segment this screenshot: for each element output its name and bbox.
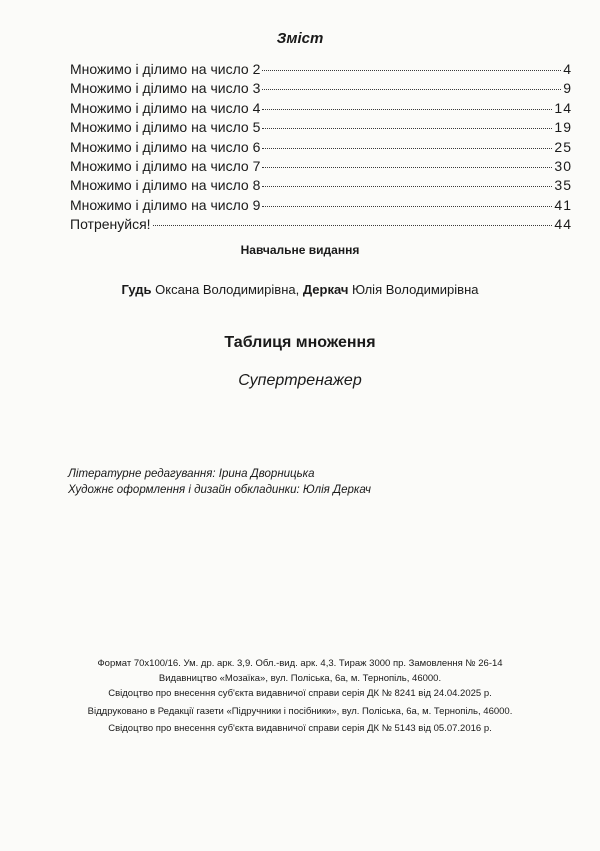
toc-item-page: 35 bbox=[554, 177, 572, 194]
toc-leader-dots bbox=[262, 70, 561, 71]
toc-item-title: Множимо і ділимо на число 9 bbox=[70, 196, 261, 213]
toc-leader-dots bbox=[262, 109, 552, 110]
imprint-printed-line: Віддруковано в Редакції газети «Підручники і посібники», вул. Поліська, 6а, м. Тернопіль, 46000. bbox=[87, 706, 513, 717]
toc-item-page: 30 bbox=[554, 157, 572, 174]
toc-leader-dots bbox=[262, 186, 552, 187]
toc-item-title: Множимо і ділимо на число 6 bbox=[70, 138, 261, 155]
toc-item-title: Множимо і ділимо на число 2 bbox=[70, 61, 261, 77]
toc-item-title: Множимо і ділимо на число 7 bbox=[70, 157, 261, 174]
toc-item bbox=[70, 196, 572, 215]
toc-item bbox=[70, 99, 572, 118]
imprint-certificate-line: Свідоцтво про внесення суб'єкта видавничої справи серія ДК № 8241 від 24.04.2025 р. bbox=[108, 688, 492, 699]
edition-type: Навчальне видання bbox=[240, 243, 360, 257]
author1-name: Оксана Володимирівна, bbox=[155, 282, 300, 297]
toc-item-title: Потренуйся! bbox=[70, 216, 151, 233]
toc-leader-dots bbox=[262, 167, 552, 168]
toc-item bbox=[70, 118, 572, 137]
toc-leader-dots bbox=[262, 206, 552, 207]
toc-item bbox=[70, 79, 572, 98]
toc-item-page: 9 bbox=[563, 80, 572, 97]
designer-name: Юлія Деркач bbox=[302, 484, 371, 496]
toc-item-page: 41 bbox=[554, 196, 572, 213]
literary-editor-name: Ірина Дворницька bbox=[218, 468, 315, 480]
toc-leader-dots bbox=[262, 148, 552, 149]
credits bbox=[68, 466, 371, 498]
toc-item-title: Множимо і ділимо на число 4 bbox=[70, 99, 261, 116]
design-label: Художнє оформлення і дизайн обкладинки: bbox=[68, 484, 300, 496]
author2-name: Юлія Володимирівна bbox=[352, 282, 479, 297]
author1-surname: Гудь bbox=[121, 282, 152, 297]
toc-item bbox=[70, 60, 572, 79]
toc-item-page: 44 bbox=[554, 216, 572, 233]
toc-leader-dots bbox=[262, 128, 552, 129]
design-line bbox=[68, 482, 371, 498]
imprint-format-line: Формат 70х100/16. Ум. др. арк. 3,9. Обл.-вид. арк. 4,3. Тираж 3000 пр. Замовлення № 26-14 bbox=[97, 658, 503, 669]
toc-heading: Зміст bbox=[276, 30, 324, 47]
toc-item bbox=[70, 176, 572, 195]
toc-leader-dots bbox=[153, 225, 553, 226]
toc-item bbox=[70, 215, 572, 234]
toc-item bbox=[70, 138, 572, 157]
toc-item-title: Множимо і ділимо на число 8 bbox=[70, 177, 261, 194]
imprint-publisher bbox=[0, 656, 600, 701]
toc-item-title: Множимо і ділимо на число 5 bbox=[70, 119, 261, 136]
book-title: Таблиця множення bbox=[224, 334, 376, 351]
toc-leader-dots bbox=[262, 89, 561, 90]
toc-item-page: 14 bbox=[554, 99, 572, 116]
toc-item-title: Множимо і ділимо на число 3 bbox=[70, 80, 261, 97]
book-subtitle: Супертренажер bbox=[238, 372, 362, 389]
imprint-printer-certificate-line: Свідоцтво про внесення суб'єкта видавничої справи серія ДК № 5143 від 05.07.2016 р. bbox=[108, 723, 492, 734]
toc-item bbox=[70, 157, 572, 176]
literary-editing-label: Літературне редагування: bbox=[68, 468, 216, 480]
imprint-printer bbox=[0, 703, 600, 737]
literary-editing-line bbox=[68, 466, 371, 482]
toc-item-page: 19 bbox=[554, 119, 572, 136]
authors-line bbox=[0, 282, 600, 297]
imprint-publisher-line: Видавництво «Мозаїка», вул. Поліська, 6а, м. Тернопіль, 46000. bbox=[158, 673, 442, 684]
toc-item-page: 25 bbox=[554, 138, 572, 155]
table-of-contents bbox=[70, 60, 572, 235]
toc-item-page: 4 bbox=[563, 61, 572, 77]
author2-surname: Деркач bbox=[302, 282, 349, 297]
